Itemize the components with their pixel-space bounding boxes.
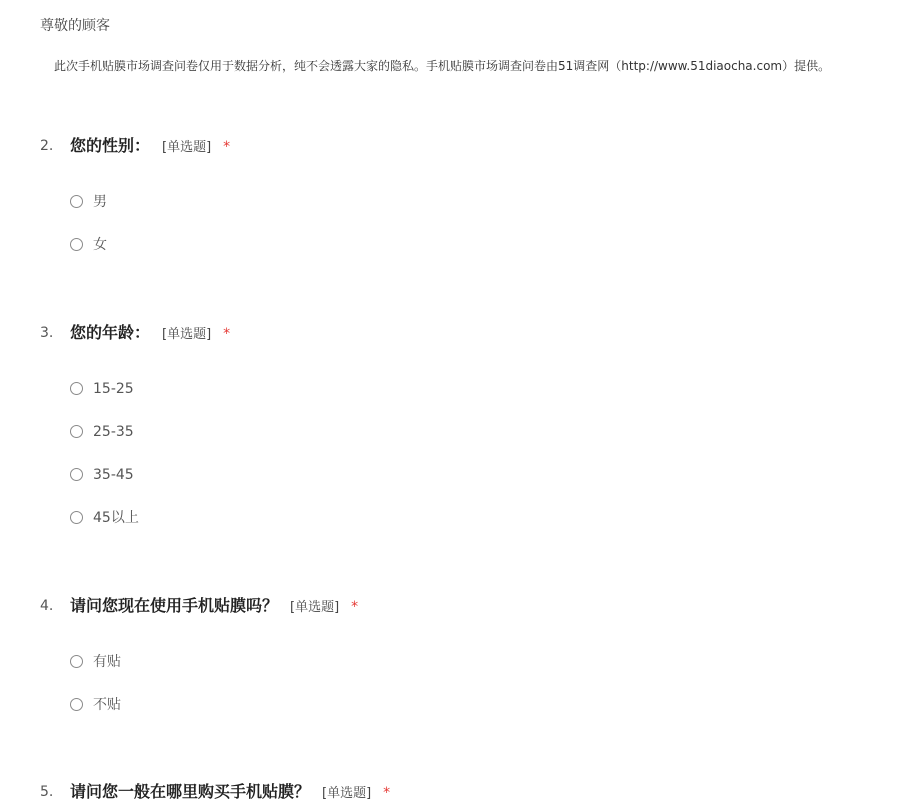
question-type-label: [单选题]	[322, 786, 372, 800]
radio-button[interactable]	[70, 655, 83, 668]
radio-button[interactable]	[70, 238, 83, 251]
required-asterisk: *	[223, 139, 231, 155]
question-number: 2.	[40, 138, 54, 154]
question-number: 5.	[40, 784, 54, 800]
required-asterisk: *	[351, 599, 359, 615]
radio-button[interactable]	[70, 468, 83, 481]
question-type-label: [单选题]	[162, 327, 212, 342]
question-title	[70, 594, 358, 620]
question-title	[70, 780, 390, 800]
question-header	[40, 780, 880, 800]
radio-button[interactable]	[70, 511, 83, 524]
question-type-label: [单选题]	[290, 600, 340, 615]
question-header	[40, 594, 880, 618]
question-title-text: 您的年龄：	[70, 323, 151, 342]
question-use-film	[40, 594, 880, 713]
option-label[interactable]: 25-35	[93, 424, 134, 440]
option-label[interactable]: 有贴	[93, 654, 121, 670]
survey-intro: 此次手机贴膜市场调查问卷仅用于数据分析，纯不会透露大家的隐私。手机贴膜市场调查问卷由51调查网（http://www.51diaocha.com）提供。	[54, 59, 831, 73]
required-asterisk: *	[383, 785, 391, 800]
option-label[interactable]: 男	[93, 194, 107, 210]
question-title-text: 请问您一般在哪里购买手机贴膜？	[70, 782, 311, 800]
question-title-text: 您的性别：	[70, 136, 151, 155]
question-title-text: 请问您现在使用手机贴膜吗？	[70, 596, 279, 615]
question-type-label: [单选题]	[162, 140, 212, 155]
question-number: 3.	[40, 325, 54, 341]
radio-button[interactable]	[70, 382, 83, 395]
option-label[interactable]: 35-45	[93, 467, 134, 483]
question-gender	[40, 134, 880, 253]
question-purchase-place	[40, 780, 880, 800]
option-label[interactable]: 不贴	[93, 697, 121, 713]
question-title	[70, 321, 230, 347]
question-header	[40, 321, 880, 345]
option-label[interactable]: 15-25	[93, 381, 134, 397]
radio-button[interactable]	[70, 425, 83, 438]
question-number: 4.	[40, 598, 54, 614]
radio-button[interactable]	[70, 698, 83, 711]
radio-button[interactable]	[70, 195, 83, 208]
required-asterisk: *	[223, 326, 231, 342]
option-label[interactable]: 女	[93, 237, 107, 253]
question-age	[40, 321, 880, 526]
question-header	[40, 134, 880, 158]
option-label[interactable]: 45以上	[93, 510, 139, 526]
greeting: 尊敬的顾客	[40, 18, 110, 34]
question-title	[70, 134, 230, 160]
